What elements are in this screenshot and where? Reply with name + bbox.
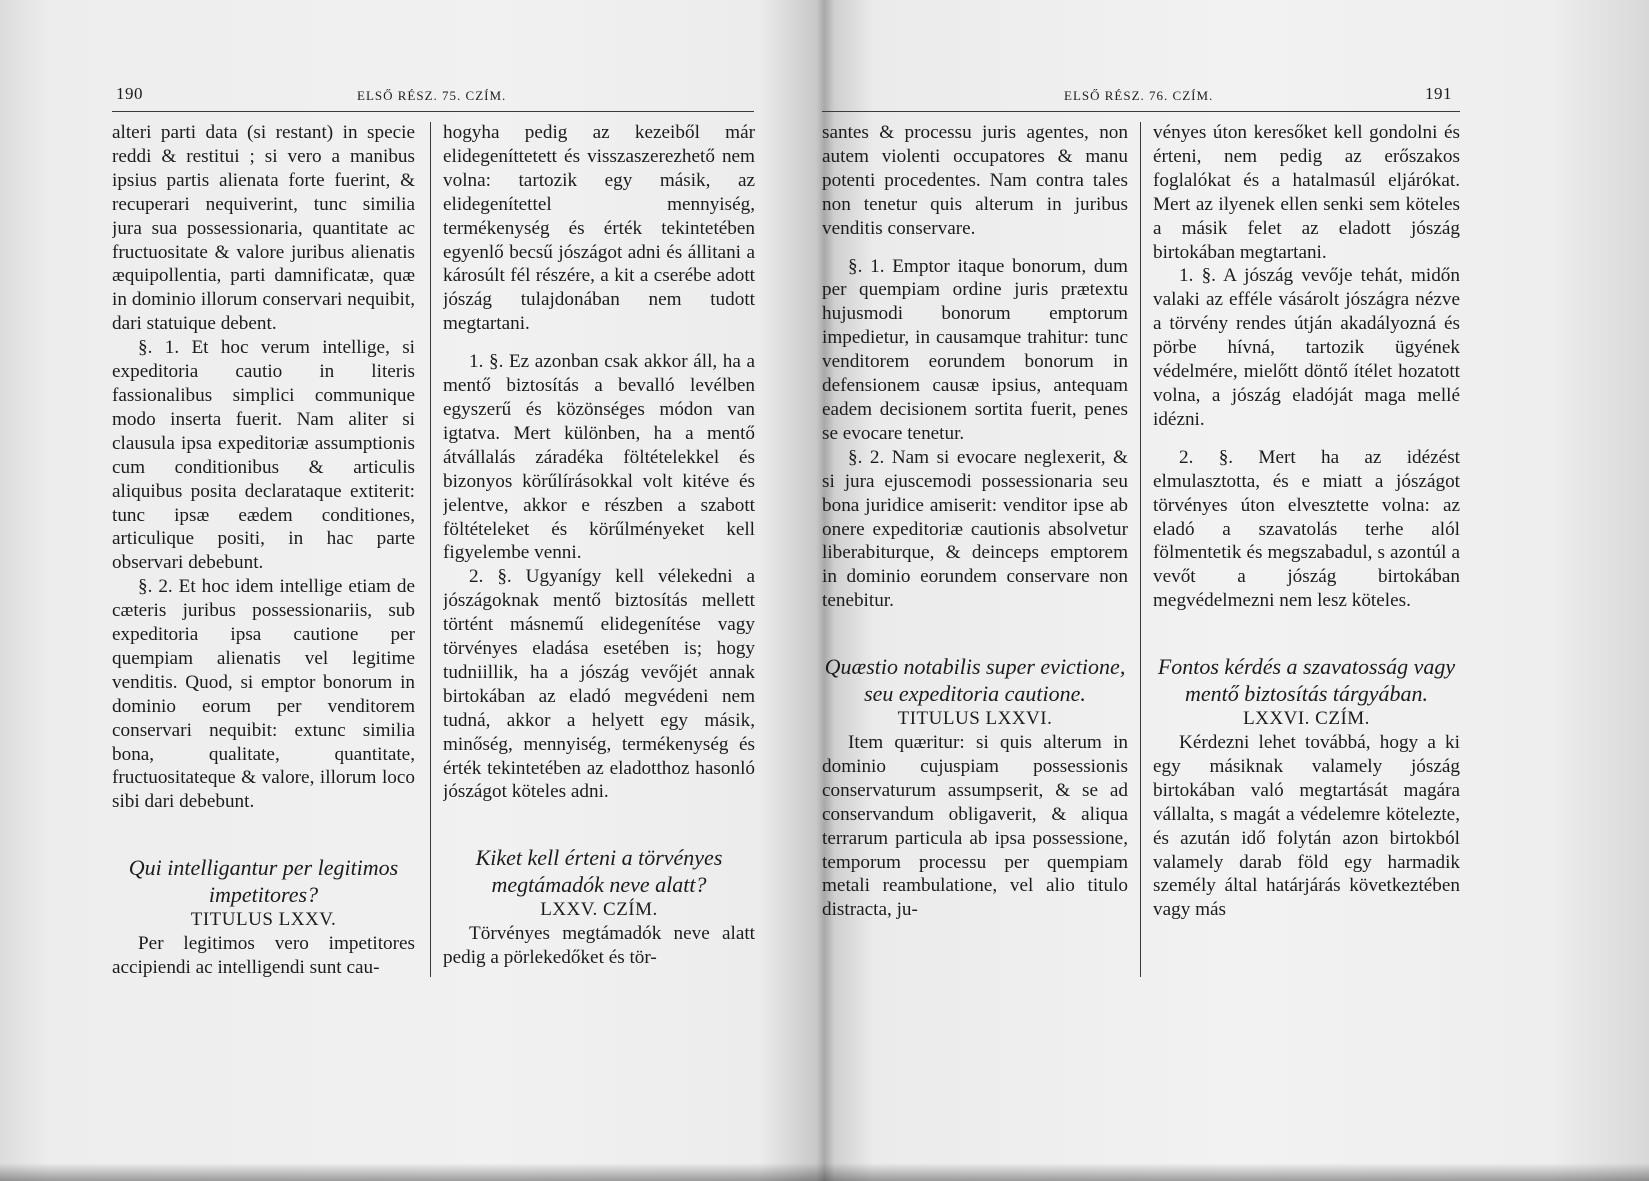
latin-paragraph: santes & processu juris agentes, non autem violenti occupatores & manu potenti procedentes. Nam contra tales non tenetur quis alterum in juribus venditis conservare.	[822, 122, 1128, 239]
hungarian-paragraph: 2. §. Ugyanígy kell vélekedni a jószágoknak mentő biztosítás mellett történt másnemű elidegenítése vagy törvényes eladása esetében is; hogy tudniillik, ha a jószág vevőjét annak birtokában az eladó megvédeni nem tudná, akkor a helyett egy másik, minőség, mennyiség, termékenység és érték tekintetében az eladotthoz hasonló jószágot köteles adni.	[443, 566, 755, 803]
section-heading: Kiket kell érteni a törvényes megtámadók neve alatt?	[475, 845, 723, 898]
left-header-rule	[112, 111, 754, 112]
latin-paragraph: Item quæritur: si quis alterum in dominio cujuspiam possessionis conservaturum assumpserit, & se ad conservandum obligaverit, & aliqua terrarum particula ab ipsa possessione, temporum processu per quempiam metali reambulatione, vel alio titulo distracta, ju-	[822, 732, 1128, 921]
hungarian-paragraph: Kérdezni lehet továbbá, hogy a ki egy másiknak valamely jószág birtokában való megtartását magára vállalta, s magát a védelemre kötelezte, és azután idő folytán azon birtokból valamely darab föld egy harmadik személy által határjárás következtében vagy más	[1153, 732, 1460, 921]
right-column-divider	[1140, 122, 1141, 977]
left-column-divider	[430, 122, 431, 977]
right-page	[822, 0, 1644, 1181]
titulus-heading: LXXV. CZÍM.	[540, 899, 658, 921]
section-heading: Qui intelligantur per legitimos impetitores?	[128, 855, 399, 908]
latin-paragraph: Per legitimos vero impetitores accipiendi ac intelligendi sunt cau-	[112, 933, 415, 979]
latin-paragraph: alteri parti data (si restant) in specie reddi & restitui ; si vero a manibus ipsius partis alienata forte fuerint, & recuperari nequiverint, tunc similia jura sua possessionaria, quantitate ac fructuositate & valore juribus alienatis æquipollentia, parti damnificatæ, quæ in dominio illorum conservari nequibit, dari statuique debent.	[112, 122, 415, 335]
right-header	[822, 84, 1644, 110]
page-bottom-shadow	[0, 1163, 1649, 1181]
hungarian-paragraph: Törvényes megtámadók neve alatt pedig a pörlekedőket és tör-	[443, 923, 755, 969]
latin-paragraph: §. 2. Nam si evocare neglexerit, & si jura ejuscemodi possessionaria seu bona juridice amiserit: venditor ipse ab onere expeditoriæ cautionis absolvetur liberabiturque, & deinceps emptorem in dominio eorundem conservare non tenebitur.	[822, 446, 1128, 612]
right-latin-column	[822, 121, 1128, 981]
left-page	[0, 0, 820, 1181]
titulus-heading: LXXVI. CZÍM.	[1243, 708, 1370, 730]
right-hungarian-column	[1153, 121, 1460, 981]
right-running-head: ELSŐ RÉSZ. 76. CZÍM.	[1064, 88, 1214, 103]
hungarian-paragraph: 1. §. Ez azonban csak akkor áll, ha a mentő biztosítás a bevalló levélben egyszerű és közönséges módon van igtatva. Mert különben, ha a mentő átvállalás záradéka föltételekkel és bizonyos körűlírásokkal volt kitéve és jelentve, akkor e részben a szabott föltételeket és körűlményeket kell figyelembe venni.	[443, 351, 755, 564]
latin-paragraph: §. 2. Et hoc idem intellige etiam de cæteris juribus possessionariis, sub expeditoria ipsa cautione per quempiam alienatis vel legitime venditis. Quod, si emptor bonorum in dominio eorum per venditorem conservari nequibit: extunc similia bona, qualitate, quantitate, fructuositateque & valore, illorum loco sibi dari debebunt.	[112, 576, 415, 813]
hungarian-paragraph: 1. §. A jószág vevője tehát, midőn valaki az efféle vásárolt jószágra nézve a törvény rendes útján akadályozná és pörbe hívná, tartozik ügyének védelmére, mielőtt döntő ítélet hozatott volna, a jószág eladóját maga mellé idézni.	[1153, 265, 1460, 430]
hungarian-paragraph: hogyha pedig az kezeiből már elidegeníttetett és visszaszerezhető nem volna: tartozik egy másik, az elidegenítettel mennyiség, termékenység és érték tekintetében egyenlő becsű jószágot adni és állitani a károsúlt fél részére, a kit a cserébe adott jószág tulajdonában nem tudott megtartani.	[443, 122, 755, 335]
left-hungarian-column	[443, 121, 755, 981]
titulus-heading: TITULUS LXXV.	[190, 909, 337, 931]
hungarian-paragraph: 2. §. Mert ha az idézést elmulasztotta, és e miatt a jószágot törvényes úton elvesztette volna: az eladó a szavatolás terhe alól fölmentetik és megszabadul, s azontúl a vevőt a jószág birtokában megvédelmezni nem lesz köteles.	[1153, 446, 1460, 612]
left-header	[0, 84, 820, 110]
left-running-head: ELSŐ RÉSZ. 75. CZÍM.	[357, 88, 507, 103]
right-header-rule	[822, 111, 1460, 112]
right-page-number: 191	[1425, 84, 1452, 103]
section-heading: Quæstio notabilis super evictione, seu expeditoria cautione.	[824, 654, 1126, 707]
hungarian-paragraph: vényes úton keresőket kell gondolni és érteni, nem pedig az erőszakos foglalókat és a hatalmasúl eljárókat. Mert az ilyenek ellen senki sem köteles a másik felet az eladott jószág birtokában megtartani.	[1153, 122, 1460, 263]
titulus-heading: TITULUS LXXVI.	[897, 708, 1053, 730]
section-heading: Fontos kérdés a szavatosság vagy mentő biztosítás tárgyában.	[1157, 654, 1456, 707]
left-latin-column	[112, 121, 415, 981]
left-page-number: 190	[116, 84, 143, 103]
latin-paragraph: §. 1. Et hoc verum intellige, si expeditoria cautio in literis fassionalibus simplici communique modo inserta fuerit. Nam aliter si clausula ipsa expeditoriæ assumptionis cum conditionibus & articulis aliquibus posita declarataque extiterit: tunc ipsæ eædem conditiones, articulique positi, in hac parte observari debebunt.	[112, 337, 415, 574]
latin-paragraph: §. 1. Emptor itaque bonorum, dum per quempiam ordine juris prætextu hujusmodi bonorum emptorum impedietur, in causamque trahitur: tunc venditorem eorundem bonorum in defensionem causæ ipsius, antequam eadem decisionem sortita fuerit, penes se evocare tenetur.	[822, 255, 1128, 444]
